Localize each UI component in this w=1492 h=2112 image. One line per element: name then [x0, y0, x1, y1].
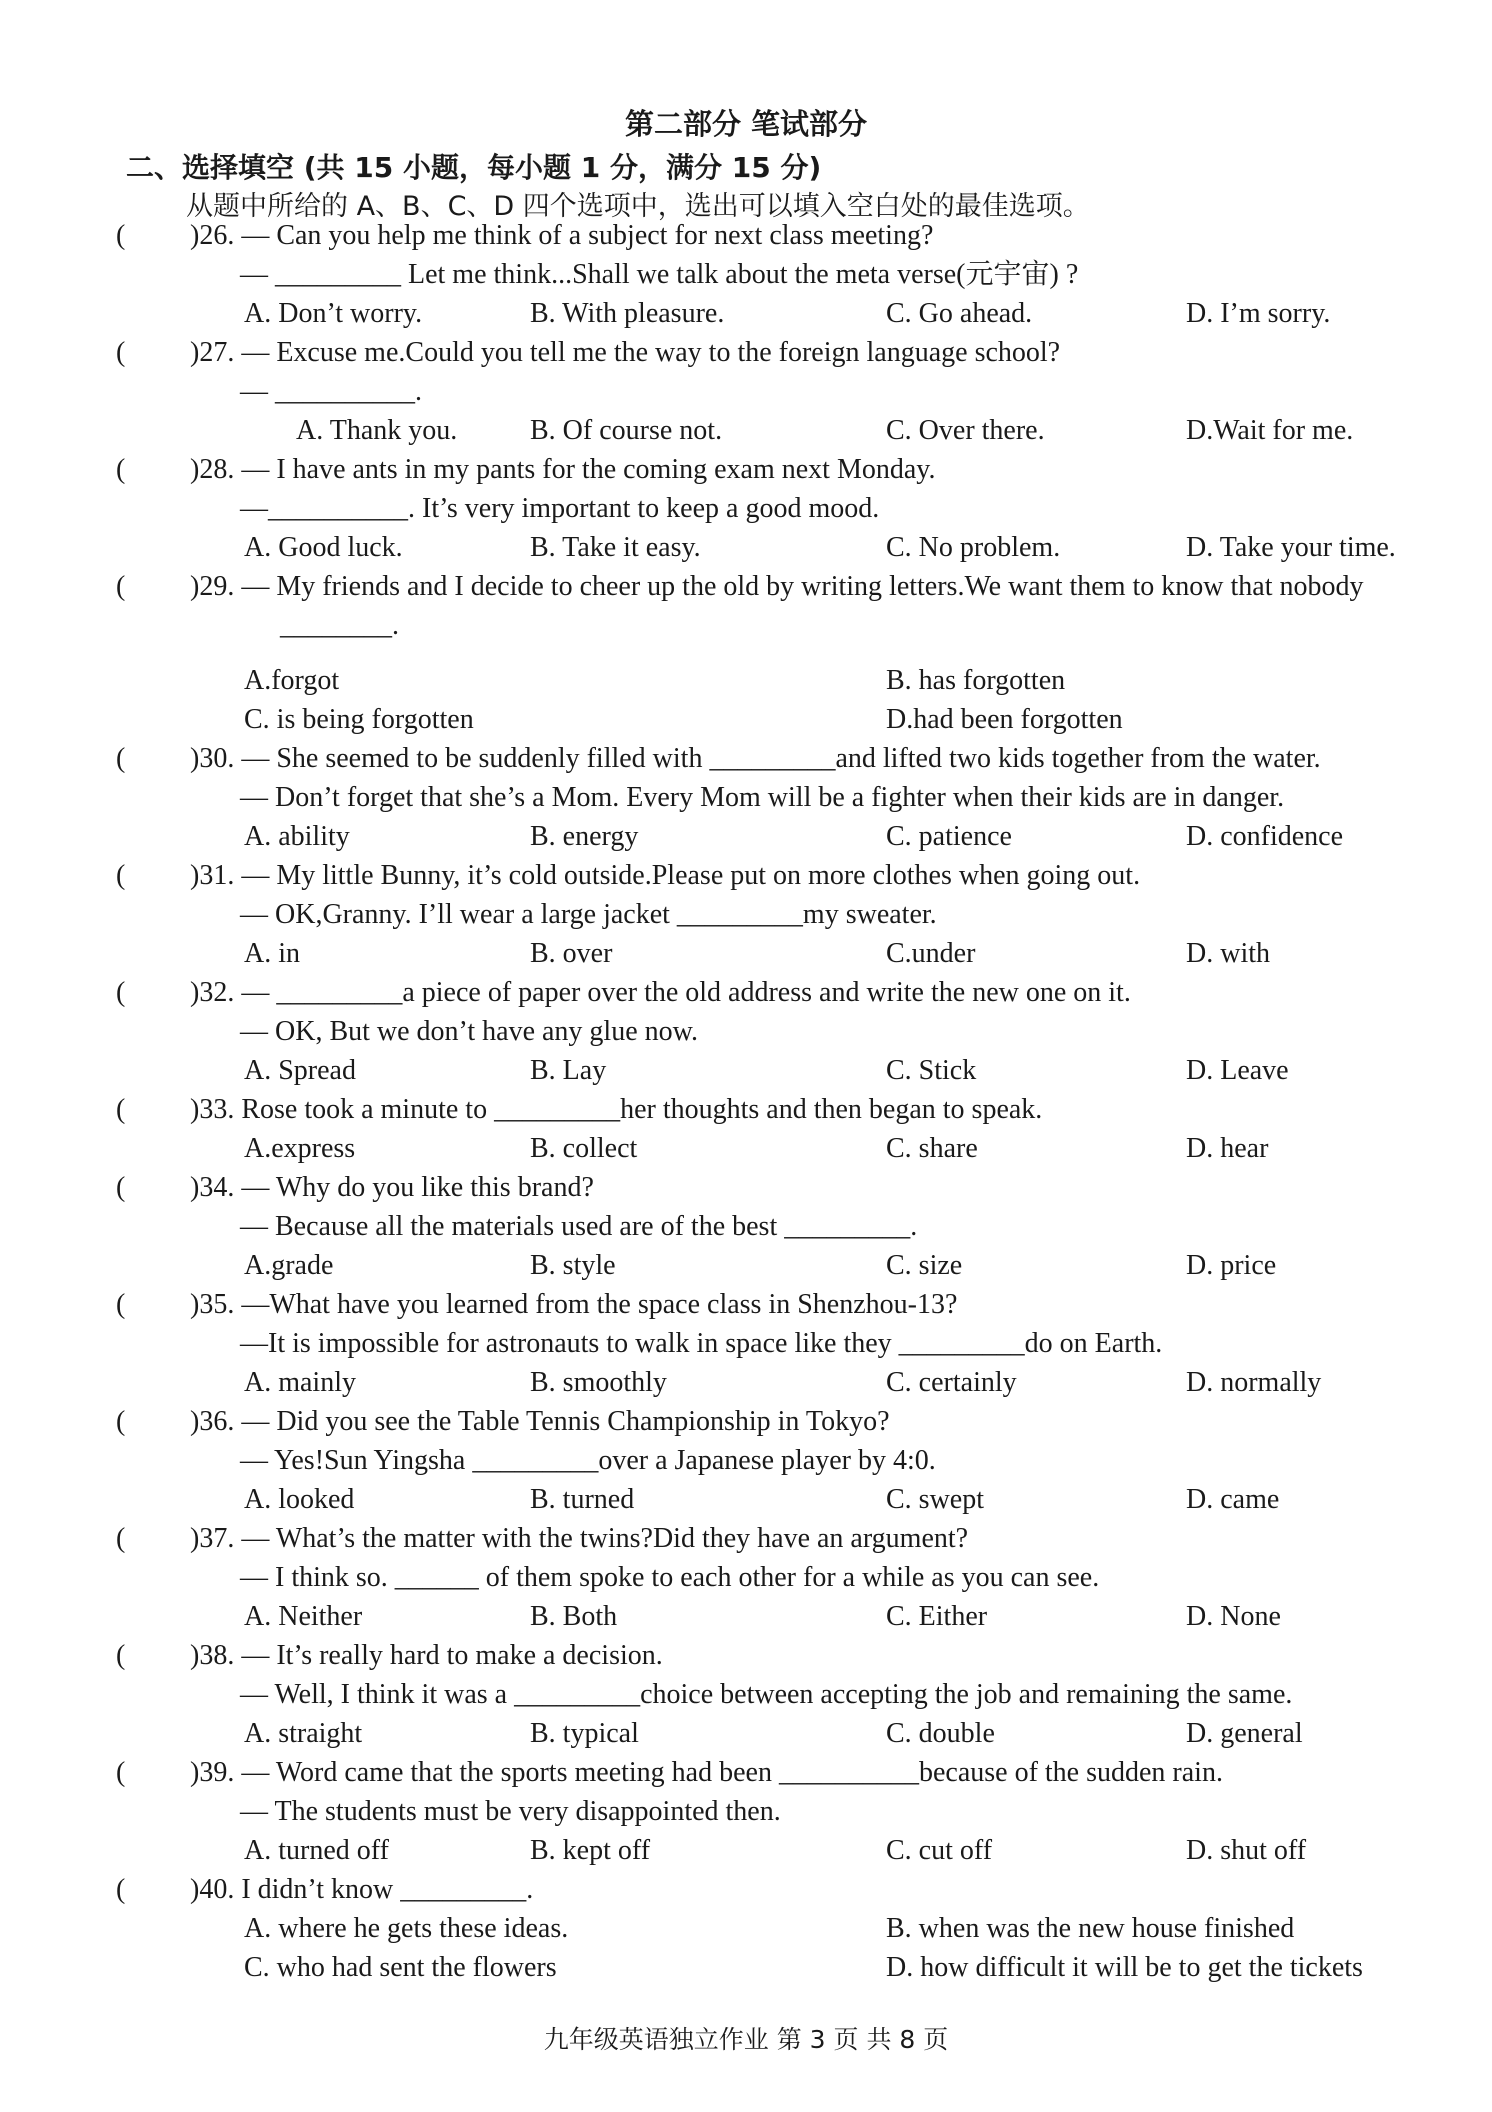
- instructions: 从题中所给的 A、B、C、D 四个选项中，选出可以填入空白处的最佳选项。: [186, 191, 1090, 222]
- question-35: [0, 1285, 1492, 1402]
- question-dialogue: ________.: [280, 610, 399, 641]
- option-a: A. Neither: [244, 1601, 363, 1632]
- option-b: B. turned: [530, 1484, 635, 1515]
- option-d: D. hear: [1186, 1133, 1269, 1164]
- option-d: D. confidence: [1186, 821, 1344, 852]
- option-a: A. Good luck.: [244, 532, 403, 563]
- option-row: [0, 1831, 1492, 1870]
- question-31: [0, 856, 1492, 973]
- option-a: A.grade: [244, 1250, 334, 1281]
- option-row: [0, 1480, 1492, 1519]
- question-dialogue: — Yes!Sun Yingsha _________over a Japanese player by 4:0.: [240, 1445, 936, 1476]
- option-row: [0, 1129, 1492, 1168]
- option-a: A. turned off: [244, 1835, 389, 1866]
- question-stem: )37. — What’s the matter with the twins?Did they have an argument?: [190, 1523, 969, 1554]
- option-a: A. Spread: [244, 1055, 356, 1086]
- option-b: B. collect: [530, 1133, 638, 1164]
- option-row: [0, 411, 1492, 450]
- question-38: [0, 1636, 1492, 1753]
- option-d: D. Leave: [1186, 1055, 1289, 1086]
- question-dialogue: — Don’t forget that she’s a Mom. Every Mom will be a fighter when their kids are in danger.: [240, 782, 1285, 813]
- answer-paren: (: [116, 1406, 126, 1437]
- question-28: [0, 450, 1492, 567]
- option-c: C.under: [886, 938, 976, 969]
- page-footer: 九年级英语独立作业 第 3 页 共 8 页: [543, 2025, 949, 2054]
- option-a: A. looked: [244, 1484, 355, 1515]
- option-b: B. style: [530, 1250, 616, 1281]
- option-d: D. Take your time.: [1186, 532, 1396, 563]
- answer-paren: (: [116, 1289, 126, 1320]
- answer-paren: (: [116, 571, 126, 602]
- option-b: B. smoothly: [530, 1367, 667, 1398]
- question-stem: )34. — Why do you like this brand?: [190, 1172, 594, 1203]
- option-d: D. shut off: [1186, 1835, 1307, 1866]
- option-d: D. price: [1186, 1250, 1277, 1281]
- question-32: [0, 973, 1492, 1090]
- option-b: B. Lay: [530, 1055, 607, 1086]
- option-b: B. typical: [530, 1718, 639, 1749]
- option-c: C. certainly: [886, 1367, 1017, 1398]
- answer-paren: (: [116, 1523, 126, 1554]
- option-d: D. came: [1186, 1484, 1280, 1515]
- part-title: 第二部分 笔试部分: [624, 107, 868, 141]
- option-d: D. None: [1186, 1601, 1281, 1632]
- option-row: [0, 294, 1492, 333]
- question-33: [0, 1090, 1492, 1168]
- option-c: C. No problem.: [886, 532, 1061, 563]
- option-a: A. Don’t worry.: [244, 298, 423, 329]
- option-row: [0, 1909, 1492, 1948]
- option-c: C. who had sent the flowers: [244, 1952, 557, 1983]
- answer-paren: (: [116, 860, 126, 891]
- option-c: C. patience: [886, 821, 1012, 852]
- option-a: A. mainly: [244, 1367, 356, 1398]
- question-stem: )36. — Did you see the Table Tennis Championship in Tokyo?: [190, 1406, 890, 1437]
- option-d: D.Wait for me.: [1186, 415, 1354, 446]
- option-c: C. double: [886, 1718, 995, 1749]
- option-b: B. has forgotten: [886, 665, 1066, 696]
- question-29: [0, 567, 1492, 739]
- question-26: [0, 216, 1492, 333]
- option-b: B. Take it easy.: [530, 532, 701, 563]
- answer-paren: (: [116, 1172, 126, 1203]
- answer-paren: (: [116, 337, 126, 368]
- answer-paren: (: [116, 220, 126, 251]
- option-d: D. general: [1186, 1718, 1303, 1749]
- option-d: D. with: [1186, 938, 1270, 969]
- question-dialogue: — OK, But we don’t have any glue now.: [240, 1016, 699, 1047]
- question-stem: )35. —What have you learned from the space class in Shenzhou-13?: [190, 1289, 958, 1320]
- answer-paren: (: [116, 977, 126, 1008]
- question-dialogue: —__________. It’s very important to keep a good mood.: [240, 493, 880, 524]
- question-list: [0, 216, 1492, 1987]
- question-stem: )38. — It’s really hard to make a decision.: [190, 1640, 663, 1671]
- option-a: A. where he gets these ideas.: [244, 1913, 569, 1944]
- option-b: B. Of course not.: [530, 415, 723, 446]
- option-row: [0, 1597, 1492, 1636]
- option-b: B. energy: [530, 821, 639, 852]
- question-27: [0, 333, 1492, 450]
- option-c: C. is being forgotten: [244, 704, 474, 735]
- question-39: [0, 1753, 1492, 1870]
- option-a: A. Thank you.: [296, 415, 458, 446]
- option-a: A.express: [244, 1133, 356, 1164]
- question-stem: )39. — Word came that the sports meeting had been __________because of the sudden rain.: [190, 1757, 1223, 1788]
- option-a: A.forgot: [244, 665, 340, 696]
- option-row: [0, 700, 1492, 739]
- option-a: A. in: [244, 938, 300, 969]
- option-row: [0, 1246, 1492, 1285]
- question-stem: )30. — She seemed to be suddenly filled with _________and lifted two kids together from the water.: [190, 743, 1321, 774]
- option-d: D. normally: [1186, 1367, 1322, 1398]
- question-stem: )33. Rose took a minute to _________her thoughts and then began to speak.: [190, 1094, 1043, 1125]
- option-c: C. Either: [886, 1601, 988, 1632]
- option-c: C. size: [886, 1250, 963, 1281]
- option-row: [0, 817, 1492, 856]
- option-row: [0, 1363, 1492, 1402]
- answer-paren: (: [116, 454, 126, 485]
- question-dialogue: — OK,Granny. I’ll wear a large jacket _________my sweater.: [240, 899, 937, 930]
- option-b: B. kept off: [530, 1835, 651, 1866]
- question-stem: )29. — My friends and I decide to cheer up the old by writing letters.We want them to know that nobody: [190, 571, 1364, 602]
- question-stem: )28. — I have ants in my pants for the coming exam next Monday.: [190, 454, 936, 485]
- question-36: [0, 1402, 1492, 1519]
- answer-paren: (: [116, 1874, 126, 1905]
- option-row: [0, 1714, 1492, 1753]
- question-dialogue: — _________ Let me think...Shall we talk about the meta verse(元宇宙) ?: [240, 259, 1079, 290]
- option-row: [0, 1948, 1492, 1987]
- option-row: [0, 934, 1492, 973]
- question-40: [0, 1870, 1492, 1987]
- question-dialogue: — The students must be very disappointed then.: [240, 1796, 781, 1827]
- option-c: C. Stick: [886, 1055, 977, 1086]
- question-stem: )40. I didn’t know _________.: [190, 1874, 534, 1905]
- section-title: 二、选择填空 (共 15 小题，每小题 1 分，满分 15 分): [126, 151, 822, 184]
- option-c: C. Over there.: [886, 415, 1045, 446]
- option-d: D. how difficult it will be to get the tickets: [886, 1952, 1363, 1983]
- question-stem: )32. — _________a piece of paper over the old address and write the new one on it.: [190, 977, 1131, 1008]
- question-stem: )26. — Can you help me think of a subject for next class meeting?: [190, 220, 934, 251]
- question-stem: )27. — Excuse me.Could you tell me the way to the foreign language school?: [190, 337, 1061, 368]
- question-30: [0, 739, 1492, 856]
- answer-paren: (: [116, 1640, 126, 1671]
- question-dialogue: — I think so. ______ of them spoke to each other for a while as you can see.: [240, 1562, 1100, 1593]
- option-row: [0, 528, 1492, 567]
- question-dialogue: —It is impossible for astronauts to walk in space like they _________do on Earth.: [240, 1328, 1163, 1359]
- option-row: [0, 661, 1492, 700]
- question-dialogue: — Well, I think it was a _________choice between accepting the job and remaining the same.: [240, 1679, 1293, 1710]
- option-c: C. swept: [886, 1484, 984, 1515]
- answer-paren: (: [116, 1094, 126, 1125]
- question-stem: )31. — My little Bunny, it’s cold outside.Please put on more clothes when going out.: [190, 860, 1141, 891]
- question-34: [0, 1168, 1492, 1285]
- option-c: C. share: [886, 1133, 978, 1164]
- option-c: C. cut off: [886, 1835, 993, 1866]
- option-b: B. Both: [530, 1601, 618, 1632]
- option-d: D. I’m sorry.: [1186, 298, 1331, 329]
- option-a: A. straight: [244, 1718, 363, 1749]
- option-b: B. over: [530, 938, 613, 969]
- option-row: [0, 1051, 1492, 1090]
- answer-paren: (: [116, 1757, 126, 1788]
- question-dialogue: — Because all the materials used are of the best _________.: [240, 1211, 918, 1242]
- option-b: B. With pleasure.: [530, 298, 725, 329]
- option-a: A. ability: [244, 821, 350, 852]
- option-d: D.had been forgotten: [886, 704, 1123, 735]
- question-37: [0, 1519, 1492, 1636]
- option-b: B. when was the new house finished: [886, 1913, 1295, 1944]
- question-dialogue: — __________.: [240, 376, 422, 407]
- option-c: C. Go ahead.: [886, 298, 1033, 329]
- answer-paren: (: [116, 743, 126, 774]
